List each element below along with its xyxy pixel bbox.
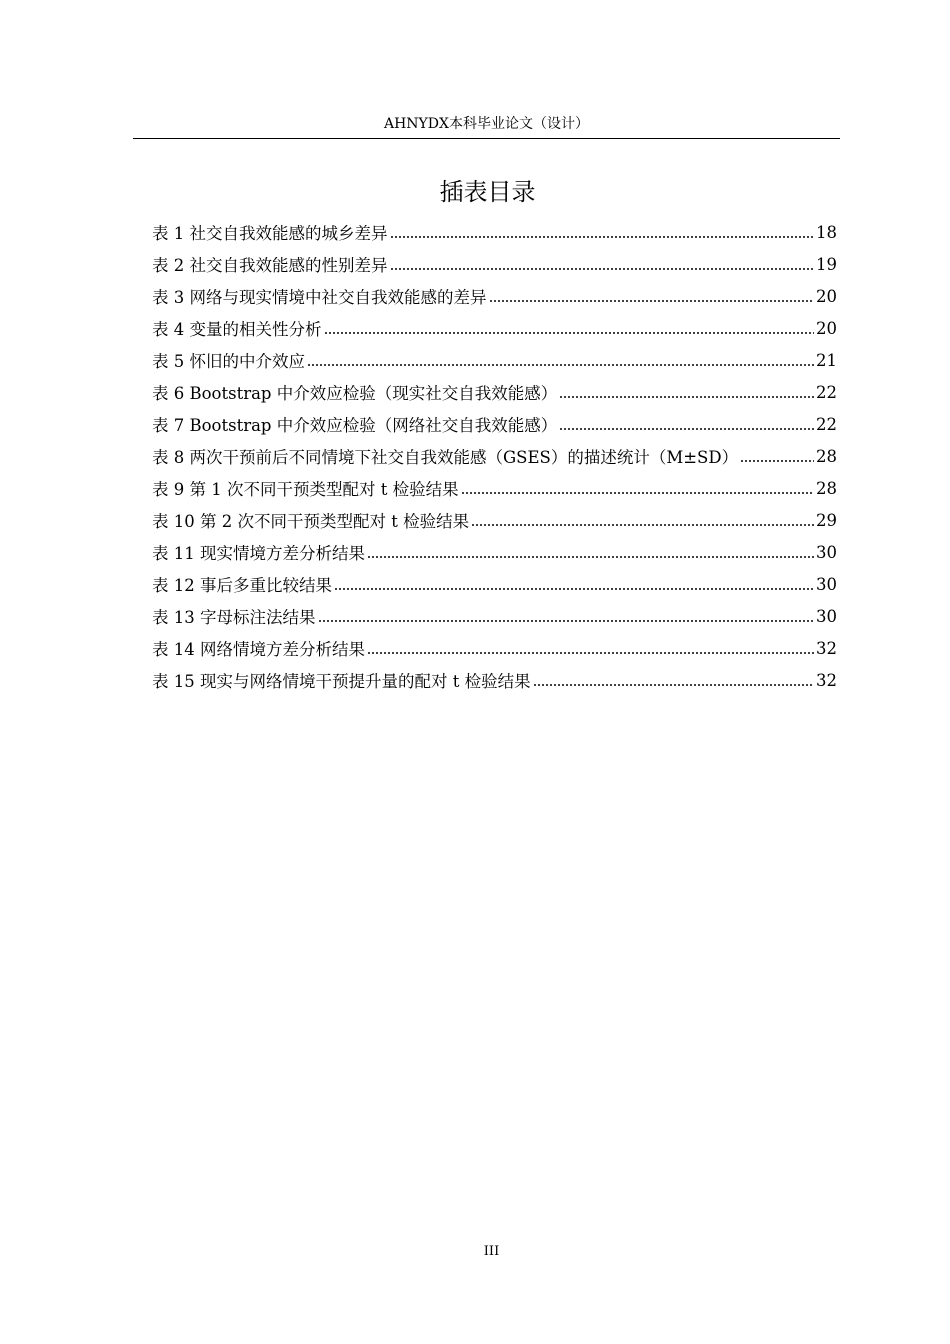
toc-dot-leader xyxy=(390,236,815,238)
toc-entry[interactable] xyxy=(152,504,837,536)
toc-entry-page: 32 xyxy=(816,638,837,658)
toc-entry-page: 22 xyxy=(816,414,837,434)
toc-entry[interactable] xyxy=(152,216,837,248)
toc-dot-leader xyxy=(559,428,814,430)
running-header: AHNYDX本科毕业论文（设计） xyxy=(133,114,840,139)
toc-entry[interactable] xyxy=(152,568,837,600)
toc-entry-page: 18 xyxy=(816,222,837,242)
toc-entry-label: 表 5 怀旧的中介效应 xyxy=(152,352,305,371)
toc-entry-label: 表 6 Bootstrap 中介效应检验（现实社交自我效能感） xyxy=(152,384,558,403)
page-number: III xyxy=(483,1244,500,1259)
toc-dot-leader xyxy=(318,620,815,622)
toc-entry[interactable] xyxy=(152,280,837,312)
toc-dot-leader xyxy=(471,524,814,526)
toc-entry-page: 30 xyxy=(816,574,837,594)
toc-entry-page: 32 xyxy=(816,670,837,690)
toc-entry-page: 19 xyxy=(816,254,837,274)
toc-entry-label: 表 14 网络情境方差分析结果 xyxy=(152,640,365,659)
toc-entry-page: 29 xyxy=(816,510,837,530)
toc-dot-leader xyxy=(740,460,814,462)
toc-entry-label: 表 4 变量的相关性分析 xyxy=(152,320,322,339)
toc-entry-page: 30 xyxy=(816,542,837,562)
toc-entry[interactable] xyxy=(152,536,837,568)
table-of-tables xyxy=(152,216,837,696)
toc-entry[interactable] xyxy=(152,248,837,280)
toc-entry[interactable] xyxy=(152,312,837,344)
toc-entry-label: 表 8 两次干预前后不同情境下社交自我效能感（GSES）的描述统计（M±SD） xyxy=(152,448,739,467)
toc-entry-label: 表 7 Bootstrap 中介效应检验（网络社交自我效能感） xyxy=(152,416,558,435)
toc-dot-leader xyxy=(489,300,815,302)
toc-dot-leader xyxy=(324,332,815,334)
toc-entry[interactable] xyxy=(152,632,837,664)
toc-entry-page: 28 xyxy=(816,446,837,466)
toc-entry-page: 22 xyxy=(816,382,837,402)
toc-entry-page: 28 xyxy=(816,478,837,498)
toc-entry-page: 20 xyxy=(816,286,837,306)
toc-dot-leader xyxy=(390,268,815,270)
toc-dot-leader xyxy=(367,556,814,558)
toc-entry-label: 表 12 事后多重比较结果 xyxy=(152,576,332,595)
toc-entry-label: 表 15 现实与网络情境干预提升量的配对 t 检验结果 xyxy=(152,672,531,691)
toc-entry[interactable] xyxy=(152,376,837,408)
toc-entry-label: 表 10 第 2 次不同干预类型配对 t 检验结果 xyxy=(152,512,470,531)
toc-entry-label: 表 3 网络与现实情境中社交自我效能感的差异 xyxy=(152,288,487,307)
toc-entry[interactable] xyxy=(152,344,837,376)
toc-entry-label: 表 13 字母标注法结果 xyxy=(152,608,316,627)
toc-entry[interactable] xyxy=(152,408,837,440)
toc-entry-page: 21 xyxy=(816,350,837,370)
toc-entry-label: 表 9 第 1 次不同干预类型配对 t 检验结果 xyxy=(152,480,459,499)
toc-entry[interactable] xyxy=(152,664,837,696)
toc-entry[interactable] xyxy=(152,440,837,472)
toc-entry[interactable] xyxy=(152,472,837,504)
toc-entry[interactable] xyxy=(152,600,837,632)
toc-entry-label: 表 2 社交自我效能感的性别差异 xyxy=(152,256,388,275)
toc-dot-leader xyxy=(461,492,814,494)
toc-dot-leader xyxy=(559,396,814,398)
toc-dot-leader xyxy=(307,364,814,366)
toc-dot-leader xyxy=(533,684,814,686)
toc-entry-label: 表 11 现实情境方差分析结果 xyxy=(152,544,365,563)
toc-dot-leader xyxy=(334,588,814,590)
toc-dot-leader xyxy=(367,652,814,654)
toc-entry-page: 30 xyxy=(816,606,837,626)
toc-entry-label: 表 1 社交自我效能感的城乡差异 xyxy=(152,224,388,243)
page-title: 插表目录 xyxy=(439,178,536,206)
toc-entry-page: 20 xyxy=(816,318,837,338)
